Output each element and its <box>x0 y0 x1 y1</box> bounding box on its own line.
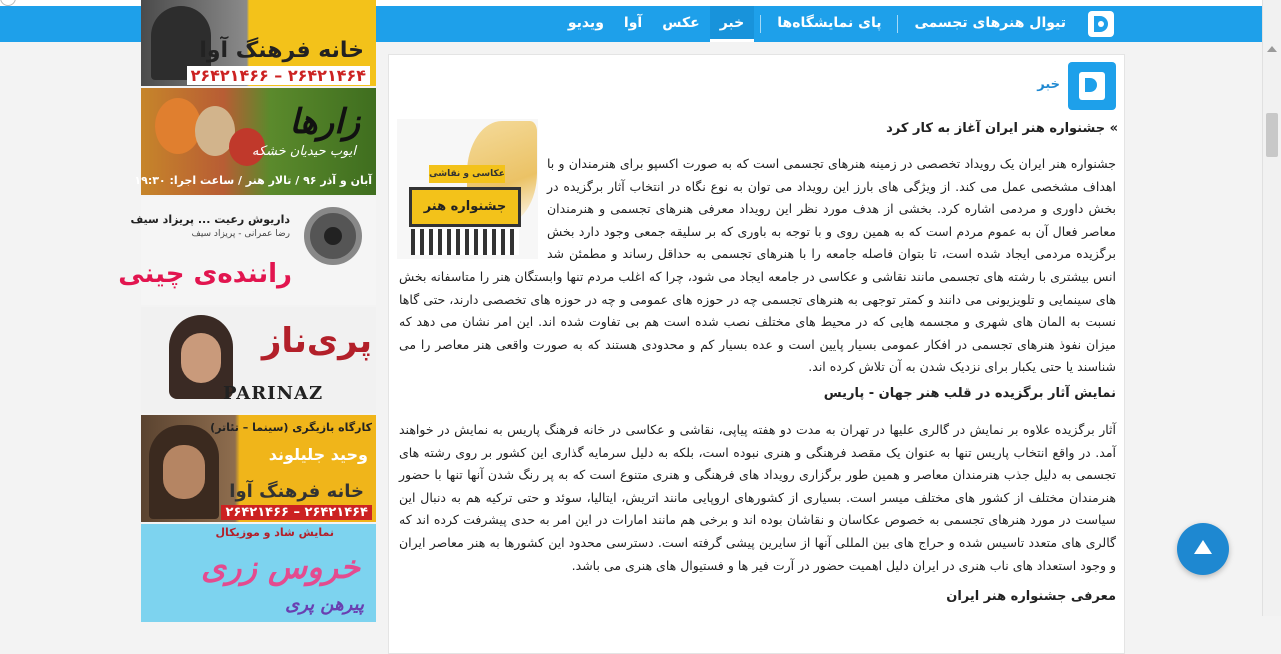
paragraph-text: جشنواره هنر ایران یک رویداد تخصصی در زمینه هنرهای تجسمی است که به صورت اکسپو برای هنرمندان و با اهداف مشخصی عمل می کند. از ویژگی های بارز این رویداد می توان به نوع نگاه در انتخاب آثار برگزیده در بخش داوری و مردمی اشاره کرد. بخشی از هدف مورد نظر این رویداد معرفی هنرهای تجسمی و هنرمندان معاصر فعال آن به عموم مردم است که به همین روی و با توجه به باوری که بر سلیقه جمعی وجود دارد بخش برگزیده مردمی ایجاد شده است، تا بتوان فاصله جامعه را با هنرهای تجسمی به حداقل رساند و مطمئن شد انس بیشتری با رشته های تجسمی مانند نقاشی و عکاسی در جامعه ایجاد می شود، چرا که اغلب مردم تنها وابستگان هنر را متاسفانه بخش های سینمایی و تلویزیونی می دانند و کمتر توجهی به هنرهای تجسمی چه در حوزه های عمومی و چه در حوزه های تخصصی دارند، حتی گاها نسبت به المان های شهری و مجسمه هایی که در محیط های مختلف نصب شده است هم بی تفاوت شده اند. این امر نشان می دهد که میزان نفوذ هنرهای تجسمی در افکار عمومی بسیار پایین است و عده بسیار کم و محدودی هستند که به صورت واقعی هنر معاصر را می شناسند یا حتی یکبار برای نزدیک شدن به آن تلاش کرده اند. <box>399 156 1116 375</box>
nav-menu <box>558 6 1076 42</box>
site-name-link[interactable]: تیوال هنرهای تجسمی <box>914 15 1066 31</box>
image-title: جشنواره هنر <box>409 187 521 227</box>
camera-icon <box>304 207 362 265</box>
article-paragraph <box>399 153 1116 379</box>
banner-title: پری‌ناز <box>261 321 372 361</box>
banner-character <box>155 98 201 154</box>
image-float-spacer <box>399 153 547 259</box>
banner-title: وحید جلیلوند <box>268 445 368 464</box>
article-card <box>388 54 1125 654</box>
banner-title: خانه فرهنگ آوا <box>199 38 364 63</box>
banner-subtitle: پیرهن پری <box>285 594 364 615</box>
banner-title: خروس زری <box>200 548 360 586</box>
banner-title: زارها <box>289 102 360 142</box>
image-tag: عکاسی و نقاشی <box>429 165 505 183</box>
nav-item-ava[interactable]: آوا <box>623 15 643 31</box>
ad-banner-acting-workshop[interactable] <box>141 415 376 524</box>
banner-title: راننده‌ی چینی <box>118 259 292 289</box>
banner-phone: ۲۶۴۲۱۴۶۴ – ۲۶۴۲۱۴۶۶ <box>221 505 372 520</box>
nav-item-news[interactable]: خبر <box>710 6 755 42</box>
news-category-icon[interactable] <box>1068 62 1116 110</box>
banner-venue: خانه فرهنگ آوا <box>229 481 364 502</box>
nav-item-video[interactable]: ویدیو <box>567 15 604 31</box>
article-headline: » جشنواره هنر ایران آغاز به کار کرد <box>886 121 1118 136</box>
nav-divider <box>760 15 761 33</box>
banner-portrait <box>149 425 219 519</box>
nav-divider <box>897 15 898 33</box>
category-label[interactable]: خبر <box>1037 77 1060 92</box>
banner-phone: ۲۶۴۲۱۴۶۴ – ۲۶۴۲۱۴۶۶ <box>187 66 370 85</box>
section-heading: معرفی جشنواره هنر ایران <box>946 589 1116 604</box>
nav-item-photo[interactable]: عکس <box>662 15 700 31</box>
page-scrollbar[interactable] <box>1262 0 1281 616</box>
ad-banner-ava-house[interactable] <box>141 0 376 88</box>
banner-subtitle: کارگاه بازیگری (سینما – تئاتر) <box>210 421 372 434</box>
section-heading: نمایش آثار برگزیده در قلب هنر جهان - پاریس <box>823 386 1116 401</box>
banner-info: آبان و آذر ۹۶ / تالار هنر / ساعت اجرا: ۱۹:۳۰ <box>134 174 372 187</box>
ad-banner-chinese-driver[interactable] <box>118 197 376 307</box>
back-to-top-button[interactable] <box>1177 523 1229 575</box>
article-paragraph: آثار برگزیده علاوه بر نمایش در گالری علیها در تهران به مدت دو هفته پیاپی، نقاشی و عکاسی در خانه فرهنگ پاریس به نمایش در خواهند آمد. در واقع انتخاب پاریس تنها به عنوان یک مقصد فرهنگی و هنری نبوده است، بلکه به دلیل سرمایه گذاری این کشور بر روی رشته های تجسمی به دلیل جذب هنرمندان معاصر و همین طور برگزاری رویداد های فرهنگی و هنری متنوع است که به پر رنگ شدن آنها تنها با حضور هنرمندان مختلف از کشور های مختلف میسر است. بسیاری از کشورهای اروپایی مانند اتریش، ایتالیا، سوئد و حتی ترکیه هم به دنبال این سیاست در مورد هنرهای تجسمی به خصوص عکاسان و نقاشان بوده اند و برخی هم مانند امارات در این امر به حدی پیشرفت کرده اند که گالری های متعدد تاسیس شده و حراج های بین المللی آنها از سایرین پیشی گرفته است. دسترسی محدود این کشورها به هنر معاصر ایران و وجود استعداد های ناب هنری در ایران دلیل اهمیت حضور در آرت فیر ها و فستیوال های هنری می باشد. <box>399 422 1116 573</box>
scrollbar-thumb[interactable] <box>1266 113 1278 157</box>
site-logo-icon[interactable] <box>1088 11 1114 37</box>
arrow-up-icon <box>1194 540 1212 554</box>
ad-banner-zarha[interactable] <box>134 88 376 197</box>
banner-subtitle: نمایش شاد و موزیکال <box>215 526 334 539</box>
ad-banner-khoros-zari[interactable] <box>141 524 376 624</box>
banner-credits: رضا عمرانی - پریزاد سیف <box>191 229 290 239</box>
ad-banners-column <box>118 0 376 616</box>
nav-item-exhibitions[interactable]: پای نمایشگاه‌ها <box>777 15 882 31</box>
scroll-up-arrow-icon[interactable] <box>1267 46 1277 52</box>
banner-subtitle: ایوب حیدیان خشکه <box>251 144 356 159</box>
ad-banner-parinaz[interactable] <box>141 307 376 415</box>
banner-credits: داریوش رعیت ... پریزاد سیف <box>130 213 290 226</box>
banner-latin-title: PARINAZ <box>223 383 324 404</box>
